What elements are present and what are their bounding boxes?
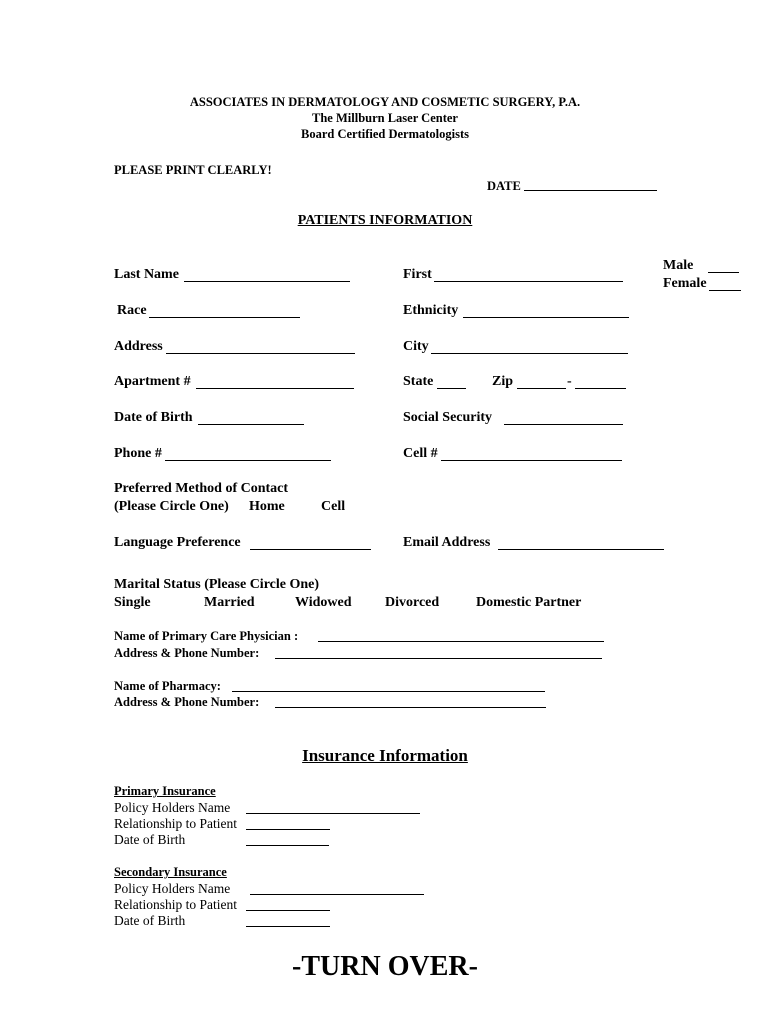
marital-option-divorced[interactable]: Divorced [385, 595, 440, 610]
zip-extension-field[interactable] [575, 388, 626, 389]
center-name: The Millburn Laser Center [312, 111, 458, 125]
city-label: City [403, 339, 429, 354]
female-checkbox[interactable] [709, 290, 741, 291]
pharmacy-address-field[interactable] [275, 707, 546, 708]
first-name-field[interactable] [434, 281, 623, 282]
apartment-label: Apartment # [114, 374, 191, 389]
primary-relationship-field[interactable] [246, 829, 330, 830]
date-label: DATE [487, 179, 521, 193]
phone-field[interactable] [165, 460, 331, 461]
secondary-policy-holder-field[interactable] [250, 894, 424, 895]
section-patient-title: PATIENTS INFORMATION [297, 213, 473, 228]
secondary-policy-holder-label: Policy Holders Name [114, 881, 231, 896]
pharmacy-name-field[interactable] [232, 691, 545, 692]
dob-field[interactable] [198, 424, 304, 425]
secondary-relationship-field[interactable] [246, 910, 330, 911]
primary-dob-label: Date of Birth [114, 832, 186, 847]
female-label: Female [663, 276, 707, 291]
pharmacy-name-label: Name of Pharmacy: [114, 679, 221, 693]
practice-name: ASSOCIATES IN DERMATOLOGY AND COSMETIC SURGERY, P.A. [189, 95, 581, 109]
primary-policy-holder-label: Policy Holders Name [114, 800, 231, 815]
secondary-dob-field[interactable] [246, 926, 330, 927]
zip-dash: - [567, 374, 572, 389]
apartment-field[interactable] [196, 388, 354, 389]
male-label: Male [663, 258, 694, 273]
city-field[interactable] [431, 353, 628, 354]
pcp-name-label: Name of Primary Care Physician : [114, 629, 299, 643]
print-instruction: PLEASE PRINT CLEARLY! [114, 163, 272, 177]
secondary-relationship-label: Relationship to Patient [114, 897, 237, 912]
marital-status-label: Marital Status (Please Circle One) [114, 577, 320, 592]
marital-option-widowed[interactable]: Widowed [295, 595, 352, 610]
primary-policy-holder-field[interactable] [246, 813, 420, 814]
last-name-label: Last Name [114, 267, 179, 282]
email-field[interactable] [498, 549, 664, 550]
address-label: Address [114, 339, 163, 354]
email-label: Email Address [403, 535, 491, 550]
primary-dob-field[interactable] [246, 845, 329, 846]
contact-option-cell[interactable]: Cell [321, 499, 346, 514]
cell-label: Cell # [403, 446, 438, 461]
race-field[interactable] [149, 317, 300, 318]
phone-label: Phone # [114, 446, 162, 461]
marital-option-married[interactable]: Married [204, 595, 255, 610]
ssn-label: Social Security [403, 410, 493, 425]
dob-label: Date of Birth [114, 410, 193, 425]
practice-tagline: Board Certified Dermatologists [300, 127, 470, 141]
contact-option-home[interactable]: Home [249, 499, 285, 514]
ethnicity-label: Ethnicity [403, 303, 459, 318]
secondary-insurance-title: Secondary Insurance [114, 865, 227, 879]
ssn-field[interactable] [504, 424, 623, 425]
race-label: Race [117, 303, 147, 318]
ethnicity-field[interactable] [463, 317, 629, 318]
primary-insurance-title: Primary Insurance [114, 784, 216, 798]
secondary-dob-label: Date of Birth [114, 913, 186, 928]
state-field[interactable] [437, 388, 466, 389]
first-name-label: First [403, 267, 432, 282]
date-field[interactable] [524, 190, 657, 191]
contact-method-label: Preferred Method of Contact [114, 481, 289, 496]
pharmacy-address-label: Address & Phone Number: [114, 695, 260, 709]
zip-field[interactable] [517, 388, 566, 389]
turn-over-note: -TURN OVER- [292, 951, 478, 982]
male-checkbox[interactable] [708, 272, 739, 273]
language-label: Language Preference [114, 535, 241, 550]
primary-relationship-label: Relationship to Patient [114, 816, 237, 831]
cell-field[interactable] [441, 460, 622, 461]
marital-option-single[interactable]: Single [114, 595, 151, 610]
pcp-address-label: Address & Phone Number: [114, 646, 260, 660]
section-insurance-title: Insurance Information [302, 746, 468, 765]
pcp-address-field[interactable] [275, 658, 602, 659]
address-field[interactable] [166, 353, 355, 354]
contact-method-instruction: (Please Circle One) [114, 499, 229, 514]
marital-option-domestic-partner[interactable]: Domestic Partner [476, 595, 582, 610]
pcp-name-field[interactable] [318, 641, 604, 642]
last-name-field[interactable] [184, 281, 350, 282]
zip-label: Zip [492, 374, 514, 389]
state-label: State [403, 374, 434, 389]
language-field[interactable] [250, 549, 371, 550]
